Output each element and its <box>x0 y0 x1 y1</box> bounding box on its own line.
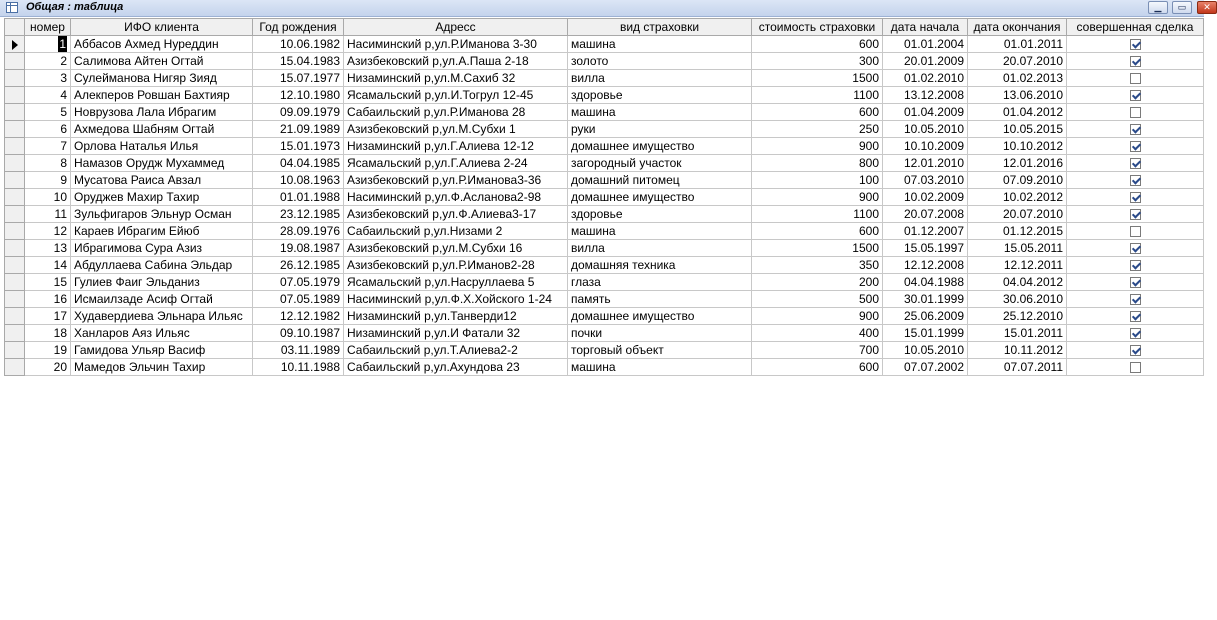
cell-cursor: 1 <box>59 37 66 51</box>
column-header-name[interactable]: ИФО клиента <box>71 19 253 36</box>
cell-end[interactable]: 10.05.2015 <box>968 121 1067 138</box>
cell-cost[interactable]: 700 <box>752 342 883 359</box>
table-row[interactable] <box>5 104 1204 121</box>
cell-cost[interactable]: 900 <box>752 308 883 325</box>
row-selector[interactable] <box>5 257 25 274</box>
column-header-end[interactable]: дата окончания <box>968 19 1067 36</box>
cell-address[interactable]: Ясамальский р,ул.И.Тогрул 12-45 <box>344 87 568 104</box>
cell-deal <box>1067 189 1204 206</box>
cell-start[interactable]: 13.12.2008 <box>883 87 968 104</box>
cell-address[interactable]: Сабаильский р,ул.Т.Алиева2-2 <box>344 342 568 359</box>
deal-checkbox[interactable] <box>1130 260 1141 271</box>
row-selector[interactable] <box>5 172 25 189</box>
cell-cost[interactable]: 900 <box>752 138 883 155</box>
select-all-corner[interactable] <box>5 19 25 36</box>
row-selector[interactable] <box>5 138 25 155</box>
cell-birth[interactable]: 19.08.1987 <box>253 240 344 257</box>
cell-type[interactable]: вилла <box>568 240 752 257</box>
cell-name[interactable]: Оруджев Махир Тахир <box>71 189 253 206</box>
table-row[interactable] <box>5 206 1204 223</box>
cell-name[interactable]: Гулиев Фаиг Эльданиз <box>71 274 253 291</box>
cell-name[interactable]: Зульфигаров Эльнур Осман <box>71 206 253 223</box>
cell-num[interactable]: 17 <box>25 308 71 325</box>
cell-start[interactable]: 20.07.2008 <box>883 206 968 223</box>
cell-name[interactable]: Намазов Орудж Мухаммед <box>71 155 253 172</box>
table-row[interactable] <box>5 342 1204 359</box>
cell-name[interactable]: Исмаилзаде Асиф Огтай <box>71 291 253 308</box>
row-selector[interactable] <box>5 189 25 206</box>
cell-start[interactable]: 30.01.1999 <box>883 291 968 308</box>
cell-start[interactable]: 10.05.2010 <box>883 121 968 138</box>
cell-end[interactable]: 10.11.2012 <box>968 342 1067 359</box>
deal-checkbox[interactable] <box>1130 226 1141 237</box>
cell-cost[interactable]: 500 <box>752 291 883 308</box>
minimize-button[interactable]: ▁ <box>1148 1 1168 14</box>
cell-name[interactable]: Орлова Наталья Илья <box>71 138 253 155</box>
cell-end[interactable]: 01.04.2012 <box>968 104 1067 121</box>
cell-deal <box>1067 70 1204 87</box>
cell-num[interactable]: 13 <box>25 240 71 257</box>
cell-name[interactable]: Ахмедова Шабням Огтай <box>71 121 253 138</box>
cell-end[interactable]: 25.12.2010 <box>968 308 1067 325</box>
cell-num[interactable]: 6 <box>25 121 71 138</box>
cell-birth[interactable]: 07.05.1989 <box>253 291 344 308</box>
cell-deal <box>1067 359 1204 376</box>
table-row[interactable] <box>5 189 1204 206</box>
deal-checkbox[interactable] <box>1130 311 1141 322</box>
cell-num[interactable]: 8 <box>25 155 71 172</box>
deal-checkbox[interactable] <box>1130 56 1141 67</box>
deal-checkbox[interactable] <box>1130 39 1141 50</box>
cell-address[interactable]: Низаминский р,ул.И Фатали 32 <box>344 325 568 342</box>
table-row[interactable] <box>5 138 1204 155</box>
cell-birth[interactable]: 07.05.1979 <box>253 274 344 291</box>
cell-birth[interactable]: 21.09.1989 <box>253 121 344 138</box>
row-selector[interactable] <box>5 308 25 325</box>
deal-checkbox[interactable] <box>1130 175 1141 186</box>
cell-type[interactable]: домашнее имущество <box>568 308 752 325</box>
cell-type[interactable]: домашнее имущество <box>568 138 752 155</box>
cell-address[interactable]: Азизбековский р,ул.А.Паша 2-18 <box>344 53 568 70</box>
cell-address[interactable]: Насиминский р,ул.Ф.Х.Хойского 1-24 <box>344 291 568 308</box>
row-selector[interactable] <box>5 342 25 359</box>
cell-address[interactable]: Азизбековский р,ул.Р.Иманова3-36 <box>344 172 568 189</box>
row-selector[interactable] <box>5 70 25 87</box>
deal-checkbox[interactable] <box>1130 124 1141 135</box>
cell-name[interactable]: Худавердиева Эльнара Ильяс <box>71 308 253 325</box>
cell-end[interactable]: 10.02.2012 <box>968 189 1067 206</box>
cell-end[interactable]: 04.04.2012 <box>968 274 1067 291</box>
cell-type[interactable]: вилла <box>568 70 752 87</box>
cell-birth[interactable]: 26.12.1985 <box>253 257 344 274</box>
cell-address[interactable]: Сабаильский р,ул.Р.Иманова 28 <box>344 104 568 121</box>
cell-deal <box>1067 308 1204 325</box>
cell-start[interactable]: 12.01.2010 <box>883 155 968 172</box>
row-selector[interactable] <box>5 274 25 291</box>
column-header-type[interactable]: вид страховки <box>568 19 752 36</box>
table-row[interactable] <box>5 36 1204 53</box>
cell-name[interactable]: Ибрагимова Сура Азиз <box>71 240 253 257</box>
cell-cost[interactable]: 600 <box>752 104 883 121</box>
cell-deal <box>1067 53 1204 70</box>
cell-address[interactable]: Низаминский р,ул.Г.Алиева 12-12 <box>344 138 568 155</box>
cell-num[interactable]: 18 <box>25 325 71 342</box>
cell-start[interactable]: 12.12.2008 <box>883 257 968 274</box>
cell-birth[interactable]: 10.11.1988 <box>253 359 344 376</box>
cell-name[interactable]: Ханларов Аяз Ильяс <box>71 325 253 342</box>
cell-name[interactable]: Мамедов Эльчин Тахир <box>71 359 253 376</box>
cell-start[interactable]: 07.03.2010 <box>883 172 968 189</box>
cell-num[interactable]: 2 <box>25 53 71 70</box>
row-selector[interactable] <box>5 36 25 53</box>
cell-num[interactable]: 3 <box>25 70 71 87</box>
cell-address[interactable]: Азизбековский р,ул.Р.Иманов2-28 <box>344 257 568 274</box>
cell-birth[interactable]: 10.08.1963 <box>253 172 344 189</box>
maximize-button[interactable]: ▭ <box>1172 1 1192 14</box>
cell-address[interactable]: Азизбековский р,ул.Ф.Алиева3-17 <box>344 206 568 223</box>
table-row[interactable] <box>5 155 1204 172</box>
cell-address[interactable]: Сабаильский р,ул.Низами 2 <box>344 223 568 240</box>
cell-end[interactable]: 10.10.2012 <box>968 138 1067 155</box>
row-selector[interactable] <box>5 223 25 240</box>
deal-checkbox[interactable] <box>1130 141 1141 152</box>
title-bar[interactable] <box>0 0 1211 17</box>
close-button[interactable]: ✕ <box>1197 1 1217 14</box>
cell-deal <box>1067 104 1204 121</box>
cell-address[interactable]: Низаминский р,ул.М.Сахиб 32 <box>344 70 568 87</box>
row-selector[interactable] <box>5 53 25 70</box>
cell-deal <box>1067 121 1204 138</box>
cell-birth[interactable]: 09.10.1987 <box>253 325 344 342</box>
cell-num[interactable] <box>25 36 71 53</box>
cell-end[interactable]: 30.06.2010 <box>968 291 1067 308</box>
cell-deal <box>1067 342 1204 359</box>
deal-checkbox[interactable] <box>1130 192 1141 203</box>
cell-address[interactable]: Низаминский р,ул.Танверди12 <box>344 308 568 325</box>
cell-deal <box>1067 291 1204 308</box>
table-row[interactable] <box>5 240 1204 257</box>
row-selector[interactable] <box>5 291 25 308</box>
cell-cost[interactable]: 1100 <box>752 87 883 104</box>
cell-birth[interactable]: 09.09.1979 <box>253 104 344 121</box>
cell-deal <box>1067 87 1204 104</box>
row-selector[interactable] <box>5 155 25 172</box>
cell-num[interactable]: 4 <box>25 87 71 104</box>
table-icon <box>6 2 18 13</box>
cell-birth[interactable]: 12.10.1980 <box>253 87 344 104</box>
cell-deal <box>1067 257 1204 274</box>
cell-cost[interactable]: 400 <box>752 325 883 342</box>
cell-name[interactable]: Караев Ибрагим Ейюб <box>71 223 253 240</box>
cell-cost[interactable]: 250 <box>752 121 883 138</box>
cell-birth[interactable]: 03.11.1989 <box>253 342 344 359</box>
cell-num[interactable]: 5 <box>25 104 71 121</box>
window-title: Общая : таблица <box>26 1 124 13</box>
cell-birth[interactable]: 12.12.1982 <box>253 308 344 325</box>
cell-name[interactable]: Новрузова Лала Ибрагим <box>71 104 253 121</box>
cell-name[interactable]: Абдуллаева Сабина Эльдар <box>71 257 253 274</box>
cell-type[interactable]: память <box>568 291 752 308</box>
cell-deal <box>1067 325 1204 342</box>
cell-deal <box>1067 206 1204 223</box>
deal-checkbox[interactable] <box>1130 158 1141 169</box>
cell-birth[interactable]: 28.09.1976 <box>253 223 344 240</box>
table-row[interactable] <box>5 87 1204 104</box>
cell-start[interactable]: 15.05.1997 <box>883 240 968 257</box>
cell-cost[interactable]: 800 <box>752 155 883 172</box>
deal-checkbox[interactable] <box>1130 362 1141 373</box>
cell-birth[interactable]: 04.04.1985 <box>253 155 344 172</box>
cell-deal <box>1067 138 1204 155</box>
deal-checkbox[interactable] <box>1130 294 1141 305</box>
cell-deal <box>1067 274 1204 291</box>
table-row[interactable] <box>5 274 1204 291</box>
cell-num[interactable]: 16 <box>25 291 71 308</box>
cell-num[interactable]: 11 <box>25 206 71 223</box>
cell-address[interactable]: Азизбековский р,ул.М.Субхи 1 <box>344 121 568 138</box>
column-header-birth[interactable]: Год рождения <box>253 19 344 36</box>
table-row[interactable] <box>5 223 1204 240</box>
cell-deal <box>1067 240 1204 257</box>
table-row[interactable] <box>5 308 1204 325</box>
cell-end[interactable]: 12.12.2011 <box>968 257 1067 274</box>
cell-cost[interactable]: 1500 <box>752 240 883 257</box>
row-selector[interactable] <box>5 325 25 342</box>
cell-type[interactable]: машина <box>568 359 752 376</box>
column-header-num[interactable]: номер <box>25 19 71 36</box>
deal-checkbox[interactable] <box>1130 209 1141 220</box>
deal-checkbox[interactable] <box>1130 107 1141 118</box>
cell-start[interactable]: 20.01.2009 <box>883 53 968 70</box>
cell-type[interactable]: руки <box>568 121 752 138</box>
cell-start[interactable]: 25.06.2009 <box>883 308 968 325</box>
cell-name[interactable]: Сулейманова Нигяр Зияд <box>71 70 253 87</box>
cell-deal <box>1067 36 1204 53</box>
cell-birth[interactable]: 10.06.1982 <box>253 36 344 53</box>
row-selector[interactable] <box>5 240 25 257</box>
cell-address[interactable]: Насиминский р,ул.Ф.Асланова2-98 <box>344 189 568 206</box>
cell-cost[interactable]: 600 <box>752 359 883 376</box>
cell-deal <box>1067 155 1204 172</box>
cell-start[interactable]: 01.01.2004 <box>883 36 968 53</box>
cell-type[interactable]: торговый объект <box>568 342 752 359</box>
cell-start[interactable]: 15.01.1999 <box>883 325 968 342</box>
table-row[interactable] <box>5 70 1204 87</box>
cell-birth[interactable]: 01.01.1988 <box>253 189 344 206</box>
cell-birth[interactable]: 15.07.1977 <box>253 70 344 87</box>
cell-num[interactable]: 19 <box>25 342 71 359</box>
cell-start[interactable]: 01.04.2009 <box>883 104 968 121</box>
cell-end[interactable]: 07.09.2010 <box>968 172 1067 189</box>
deal-checkbox[interactable] <box>1130 243 1141 254</box>
cell-end[interactable]: 15.01.2011 <box>968 325 1067 342</box>
cell-end[interactable]: 07.07.2011 <box>968 359 1067 376</box>
column-header-deal[interactable]: совершенная сделка <box>1067 19 1204 36</box>
deal-checkbox[interactable] <box>1130 90 1141 101</box>
cell-name[interactable]: Гамидова Ульяр Васиф <box>71 342 253 359</box>
row-selector[interactable] <box>5 104 25 121</box>
column-header-address[interactable]: Адресс <box>344 19 568 36</box>
cell-end[interactable]: 13.06.2010 <box>968 87 1067 104</box>
cell-cost[interactable]: 1100 <box>752 206 883 223</box>
datasheet-table <box>4 18 1204 376</box>
table-row[interactable] <box>5 53 1204 70</box>
table-row[interactable] <box>5 291 1204 308</box>
cell-cost[interactable]: 300 <box>752 53 883 70</box>
cell-name[interactable]: Салимова Айтен Огтай <box>71 53 253 70</box>
cell-start[interactable]: 01.12.2007 <box>883 223 968 240</box>
deal-checkbox[interactable] <box>1130 328 1141 339</box>
cell-address[interactable]: Ясамальский р,ул.Г.Алиева 2-24 <box>344 155 568 172</box>
column-header-cost[interactable]: стоимость страховки <box>752 19 883 36</box>
cell-start[interactable]: 01.02.2010 <box>883 70 968 87</box>
cell-num[interactable]: 12 <box>25 223 71 240</box>
cell-cost[interactable]: 600 <box>752 223 883 240</box>
cell-num[interactable]: 10 <box>25 189 71 206</box>
cell-name[interactable]: Мусатова Раиса Авзал <box>71 172 253 189</box>
header-row <box>5 19 1204 36</box>
cell-birth[interactable]: 15.04.1983 <box>253 53 344 70</box>
cell-name[interactable]: Алекперов Ровшан Бахтияр <box>71 87 253 104</box>
row-selector[interactable] <box>5 121 25 138</box>
cell-num[interactable]: 14 <box>25 257 71 274</box>
cell-cost[interactable]: 200 <box>752 274 883 291</box>
cell-birth[interactable]: 23.12.1985 <box>253 206 344 223</box>
cell-name[interactable]: Аббасов Ахмед Нуреддин <box>71 36 253 53</box>
cell-num[interactable]: 15 <box>25 274 71 291</box>
deal-checkbox[interactable] <box>1130 73 1141 84</box>
cell-end[interactable]: 20.07.2010 <box>968 53 1067 70</box>
cell-end[interactable]: 20.07.2010 <box>968 206 1067 223</box>
cell-deal <box>1067 223 1204 240</box>
cell-address[interactable]: Сабаильский р,ул.Ахундова 23 <box>344 359 568 376</box>
cell-start[interactable]: 10.05.2010 <box>883 342 968 359</box>
cell-start[interactable]: 07.07.2002 <box>883 359 968 376</box>
cell-type[interactable]: машина <box>568 104 752 121</box>
cell-num[interactable]: 7 <box>25 138 71 155</box>
row-selector[interactable] <box>5 206 25 223</box>
cell-end[interactable]: 01.12.2015 <box>968 223 1067 240</box>
cell-end[interactable]: 15.05.2011 <box>968 240 1067 257</box>
cell-cost[interactable]: 350 <box>752 257 883 274</box>
column-header-start[interactable]: дата начала <box>883 19 968 36</box>
cell-type[interactable]: почки <box>568 325 752 342</box>
cell-type[interactable]: глаза <box>568 274 752 291</box>
cell-type[interactable]: золото <box>568 53 752 70</box>
cell-end[interactable]: 12.01.2016 <box>968 155 1067 172</box>
cell-start[interactable]: 10.02.2009 <box>883 189 968 206</box>
cell-type[interactable]: машина <box>568 223 752 240</box>
cell-type[interactable]: здоровье <box>568 87 752 104</box>
cell-end[interactable]: 01.02.2013 <box>968 70 1067 87</box>
cell-type[interactable]: загородный участок <box>568 155 752 172</box>
cell-cost[interactable]: 1500 <box>752 70 883 87</box>
cell-cost[interactable]: 100 <box>752 172 883 189</box>
deal-checkbox[interactable] <box>1130 277 1141 288</box>
cell-type[interactable]: домашнее имущество <box>568 189 752 206</box>
table-row[interactable] <box>5 257 1204 274</box>
row-selector[interactable] <box>5 359 25 376</box>
cell-num[interactable]: 9 <box>25 172 71 189</box>
table-row[interactable] <box>5 121 1204 138</box>
cell-num[interactable]: 20 <box>25 359 71 376</box>
cell-start[interactable]: 10.10.2009 <box>883 138 968 155</box>
cell-type[interactable]: здоровье <box>568 206 752 223</box>
cell-type[interactable]: домашняя техника <box>568 257 752 274</box>
cell-birth[interactable]: 15.01.1973 <box>253 138 344 155</box>
cell-address[interactable]: Ясамальский р,ул.Насруллаева 5 <box>344 274 568 291</box>
cell-address[interactable]: Насиминский р,ул.Р.Иманова 3-30 <box>344 36 568 53</box>
table-row[interactable] <box>5 172 1204 189</box>
cell-start[interactable]: 04.04.1988 <box>883 274 968 291</box>
deal-checkbox[interactable] <box>1130 345 1141 356</box>
cell-type[interactable]: домашний питомец <box>568 172 752 189</box>
row-selector[interactable] <box>5 87 25 104</box>
table-row[interactable] <box>5 325 1204 342</box>
cell-cost[interactable]: 900 <box>752 189 883 206</box>
cell-address[interactable]: Азизбековский р,ул.М.Субхи 16 <box>344 240 568 257</box>
cell-end[interactable]: 01.01.2011 <box>968 36 1067 53</box>
cell-deal <box>1067 172 1204 189</box>
cell-type[interactable]: машина <box>568 36 752 53</box>
table-row[interactable] <box>5 359 1204 376</box>
cell-cost[interactable]: 600 <box>752 36 883 53</box>
current-record-arrow-icon <box>12 40 18 50</box>
